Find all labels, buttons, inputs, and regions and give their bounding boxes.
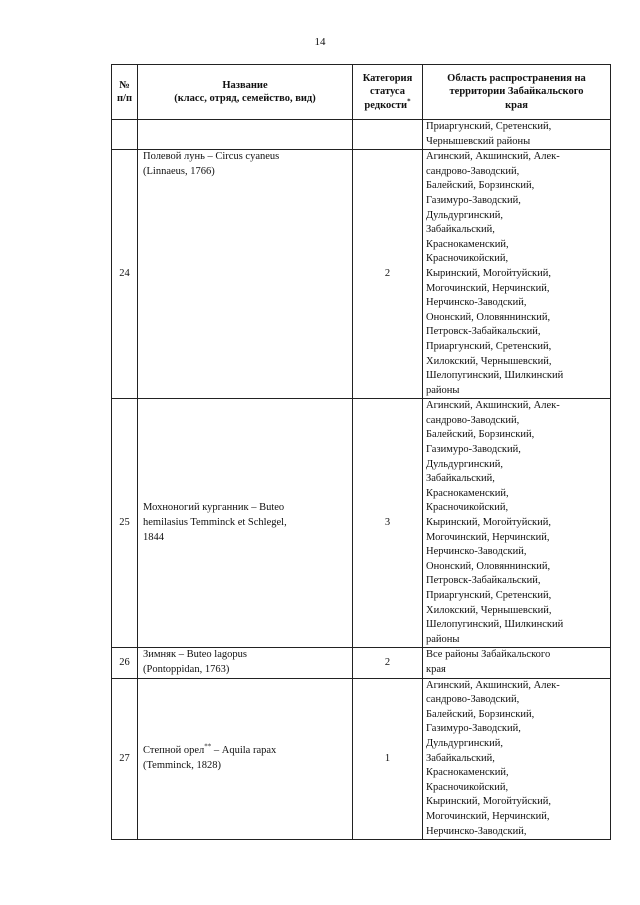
table-row [112, 150, 611, 399]
species-name [138, 120, 353, 150]
distribution-area: Агинский, Акшинский, Алек- сандрово-Заводский, Балейский, Борзинский, Газимуро-Заводский, Дульдургинский, Забайкальский, Краснокаменский, Красночикойский, Кыринский, Могойтуйский, Могочинский, Нерчинский, Нерчинско-Заводский, [423, 678, 611, 840]
distribution-area: Приаргунский, Сретенский, Чернышевский районы [423, 120, 611, 150]
header-category: Категория статуса редкости* [353, 65, 423, 120]
header-area: Область распространения на территории Забайкальского края [423, 65, 611, 120]
rarity-category: 1 [353, 678, 423, 840]
row-number [112, 120, 138, 150]
header-number: № п/п [112, 65, 138, 120]
species-name: Полевой лунь – Circus cyaneus (Linnaeus, 1766) [138, 150, 353, 399]
distribution-area: Агинский, Акшинский, Алек- сандрово-Заводский, Балейский, Борзинский, Газимуро-Заводский, Дульдургинский, Забайкальский, Краснокаменский, Красночикойский, Кыринский, Могойтуйский, Могочинский, Нерчинский, Нерчинско-Заводский, Ононский, Оловяннинский, Петровск-Забайкальский, Приаргунский, Сретенский, Хилокский, Чернышевский, Шелопугинский, Шилкинский районы [423, 150, 611, 399]
row-number: 25 [112, 399, 138, 648]
species-name: Мохноногий курганник – Buteo hemilasius Temminck et Schlegel, 1844 [138, 399, 353, 648]
table-header-row [112, 65, 611, 120]
footnote-mark: * [407, 97, 411, 106]
species-name: Зимняк – Buteo lagopus (Pontoppidan, 1763) [138, 648, 353, 678]
rarity-category [353, 120, 423, 150]
table-row [112, 678, 611, 840]
header-name: Название (класс, отряд, семейство, вид) [138, 65, 353, 120]
distribution-area: Все районы Забайкальского края [423, 648, 611, 678]
species-name: Степной орел** – Aquila rapax (Temminck, 1828) [138, 678, 353, 840]
distribution-area: Агинский, Акшинский, Алек- сандрово-Заводский, Балейский, Борзинский, Газимуро-Заводский, Дульдургинский, Забайкальский, Краснокаменский, Красночикойский, Кыринский, Могойтуйский, Могочинский, Нерчинский, Нерчинско-Заводский, Ононский, Оловяннинский, Петровск-Забайкальский, Приаргунский, Сретенский, Хилокский, Чернышевский, Шелопугинский, Шилкинский районы [423, 399, 611, 648]
row-number: 24 [112, 150, 138, 399]
table-row [112, 399, 611, 648]
table-row [112, 648, 611, 678]
red-book-species-table [111, 64, 611, 840]
table-row [112, 120, 611, 150]
row-number: 27 [112, 678, 138, 840]
page-number: 14 [314, 36, 326, 48]
rarity-category: 2 [353, 150, 423, 399]
footnote-mark: ** [204, 742, 212, 751]
rarity-category: 3 [353, 399, 423, 648]
row-number: 26 [112, 648, 138, 678]
rarity-category: 2 [353, 648, 423, 678]
